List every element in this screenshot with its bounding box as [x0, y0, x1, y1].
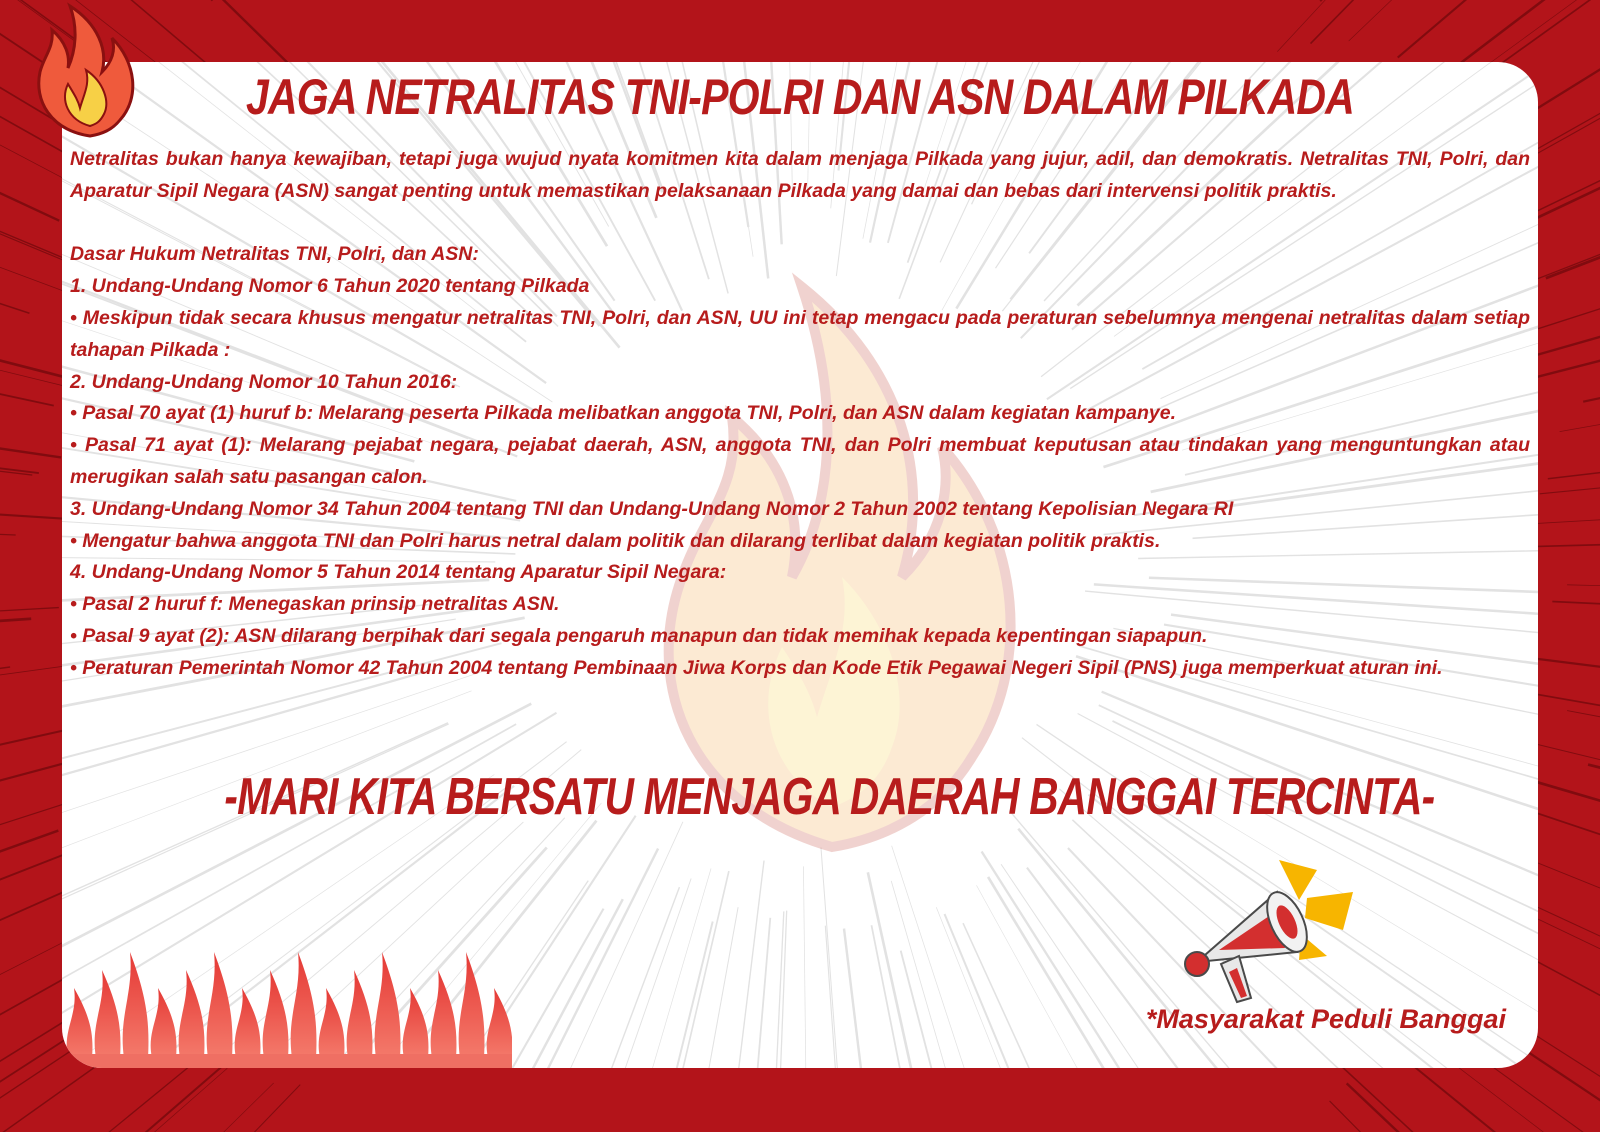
- legal-line: 2. Undang-Undang Nomor 10 Tahun 2016:: [70, 370, 458, 393]
- megaphone-icon: [1167, 852, 1357, 1012]
- legal-line: • Pasal 70 ayat (1) huruf b: Melarang peserta Pilkada melibatkan anggota TNI, Polri, dan ASN dalam kegiatan kampanye.: [70, 402, 1177, 425]
- legal-line: • Peraturan Pemerintah Nomor 42 Tahun 2004 tentang Pembinaan Jiwa Korps dan Kode Etik Pegawai Negeri Sipil (PNS) juga memperkuat aturan ini.: [70, 656, 1443, 679]
- slogan: -MARI KITA BERSATU MENJAGA DAERAH BANGGAI TERCINTA-: [224, 768, 1435, 826]
- legal-line: • Pasal 71 ayat (1): Melarang pejabat negara, pejabat daerah, ASN, anggota TNI, dan Polri membuat keputusan atau tindakan yang menguntungkan atau merugikan salah satu pasangan calon.: [70, 434, 1530, 488]
- legal-line: 1. Undang-Undang Nomor 6 Tahun 2020 tentang Pilkada: [70, 275, 590, 298]
- flames-row-icon: [62, 942, 512, 1068]
- legal-heading: Dasar Hukum Netralitas TNI, Polri, dan ASN:: [70, 243, 479, 266]
- legal-line: • Pasal 9 ayat (2): ASN dilarang berpihak dari segala pengaruh manapun dan tidak memihak kepada kepentingan siapapun.: [70, 624, 1208, 647]
- content-card: [62, 62, 1538, 1068]
- intro-paragraph: Netralitas bukan hanya kewajiban, tetapi juga wujud nyata komitmen kita dalam menjaga Pilkada yang jujur, adil, dan demokratis. Netralitas TNI, Polri, dan Aparatur Sipil Negara (ASN) sangat penting untuk memastikan pelaksanaan Pilkada yang damai dan bebas dari intervensi politik praktis.: [70, 148, 1530, 202]
- body-text: [70, 144, 1530, 685]
- page-title: JAGA NETRALITAS TNI-POLRI DAN ASN DALAM PILKADA: [246, 69, 1354, 125]
- legal-line: • Mengatur bahwa anggota TNI dan Polri harus netral dalam politik dan dilarang terlibat dalam kegiatan politik praktis.: [70, 529, 1161, 552]
- signature: *Masyarakat Peduli Banggai: [1145, 1004, 1506, 1034]
- legal-line: • Pasal 2 huruf f: Menegaskan prinsip netralitas ASN.: [70, 593, 560, 616]
- legal-line: 3. Undang-Undang Nomor 34 Tahun 2004 tentang TNI dan Undang-Undang Nomor 2 Tahun 2002 tentang Kepolisian Negara RI: [70, 497, 1234, 520]
- flame-icon: [20, 0, 160, 140]
- legal-line: 4. Undang-Undang Nomor 5 Tahun 2014 tentang Aparatur Sipil Negara:: [70, 561, 727, 584]
- legal-line: • Meskipun tidak secara khusus mengatur netralitas TNI, Polri, dan ASN, UU ini tetap mengacu pada peraturan sebelumnya mengenai netralitas dalam setiap tahapan Pilkada :: [70, 306, 1530, 361]
